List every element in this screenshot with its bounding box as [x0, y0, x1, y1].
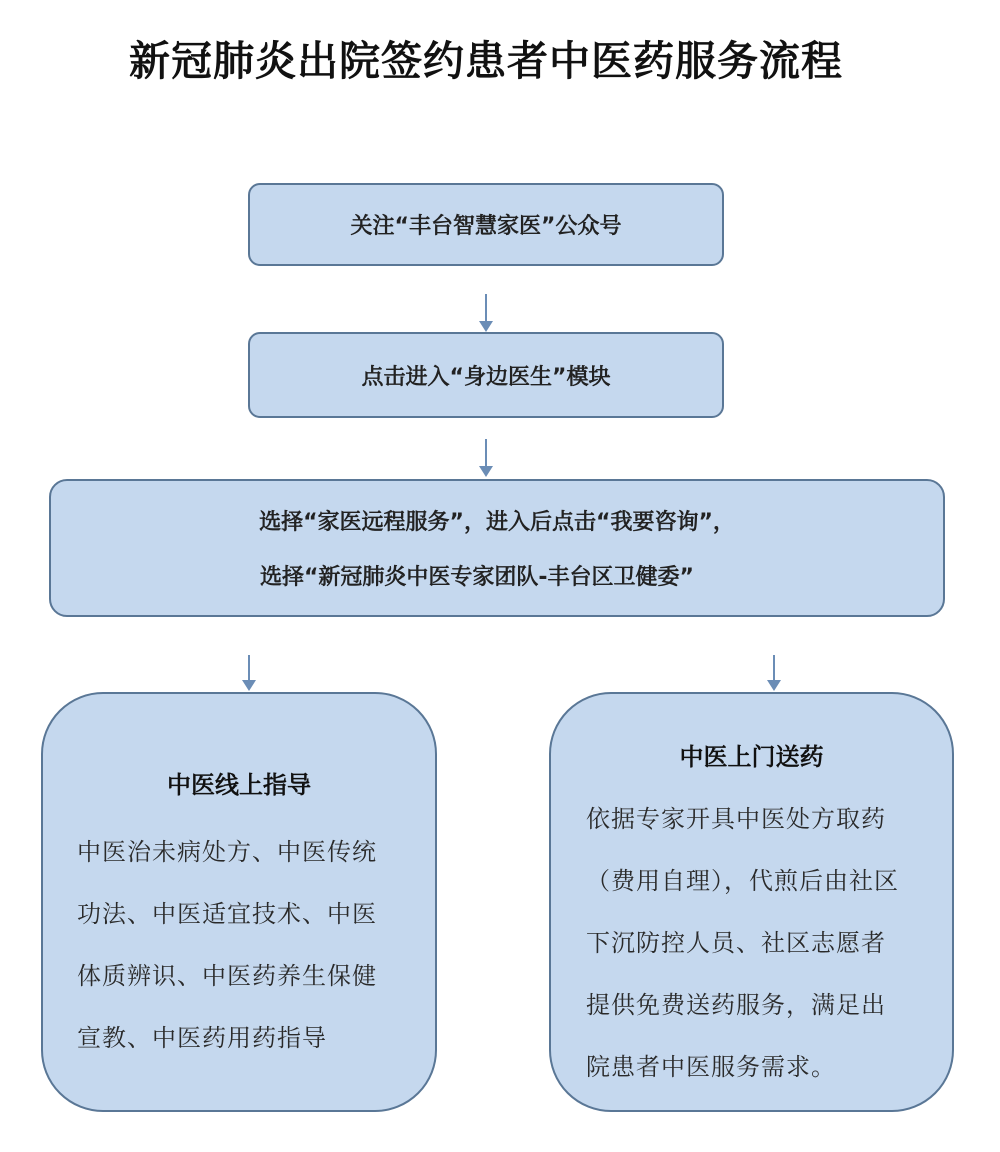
arrow-down-icon — [479, 439, 493, 477]
arrow-down-icon — [242, 655, 256, 693]
home-delivery-line: 依据专家开具中医处方取药 — [586, 805, 886, 833]
online-guidance-line: 宣教、中医药用药指导 — [77, 1024, 327, 1052]
home-delivery-line: 下沉防控人员、社区志愿者 — [586, 929, 886, 957]
online-guidance-line: 功法、中医适宜技术、中医 — [77, 900, 377, 928]
home-delivery-title: 中医上门送药 — [679, 743, 824, 771]
online-guidance-card — [41, 692, 437, 1112]
step-enter-module-text: 点击进入“身边医生”模块 — [361, 364, 611, 390]
step-select-service-line1: 选择“家医远程服务”，进入后点击“我要咨询”， — [259, 510, 735, 535]
step-follow-account-text: 关注“丰台智慧家医”公众号 — [350, 214, 622, 239]
online-guidance-body — [77, 821, 417, 1069]
home-delivery-line: 院患者中医服务需求。 — [586, 1053, 836, 1081]
home-delivery-card — [549, 692, 954, 1112]
page-title: 新冠肺炎出院签约患者中医药服务流程 — [129, 37, 843, 85]
arrow-down-icon — [767, 655, 781, 693]
step-select-service-line2: 选择“新冠肺炎中医专家团队-丰台区卫健委” — [259, 565, 695, 590]
step-follow-account-box — [248, 183, 724, 266]
home-delivery-line: 提供免费送药服务，满足出 — [586, 991, 886, 1019]
online-guidance-line: 中医治未病处方、中医传统 — [77, 838, 377, 866]
home-delivery-body — [586, 788, 931, 1098]
arrow-down-icon — [479, 294, 493, 332]
home-delivery-line: （费用自理），代煎后由社区 — [586, 867, 899, 895]
step-enter-module-box — [248, 332, 724, 418]
step-select-service-box — [49, 479, 945, 617]
online-guidance-title: 中医线上指导 — [167, 771, 311, 799]
online-guidance-line: 体质辨识、中医药养生保健 — [77, 962, 377, 990]
